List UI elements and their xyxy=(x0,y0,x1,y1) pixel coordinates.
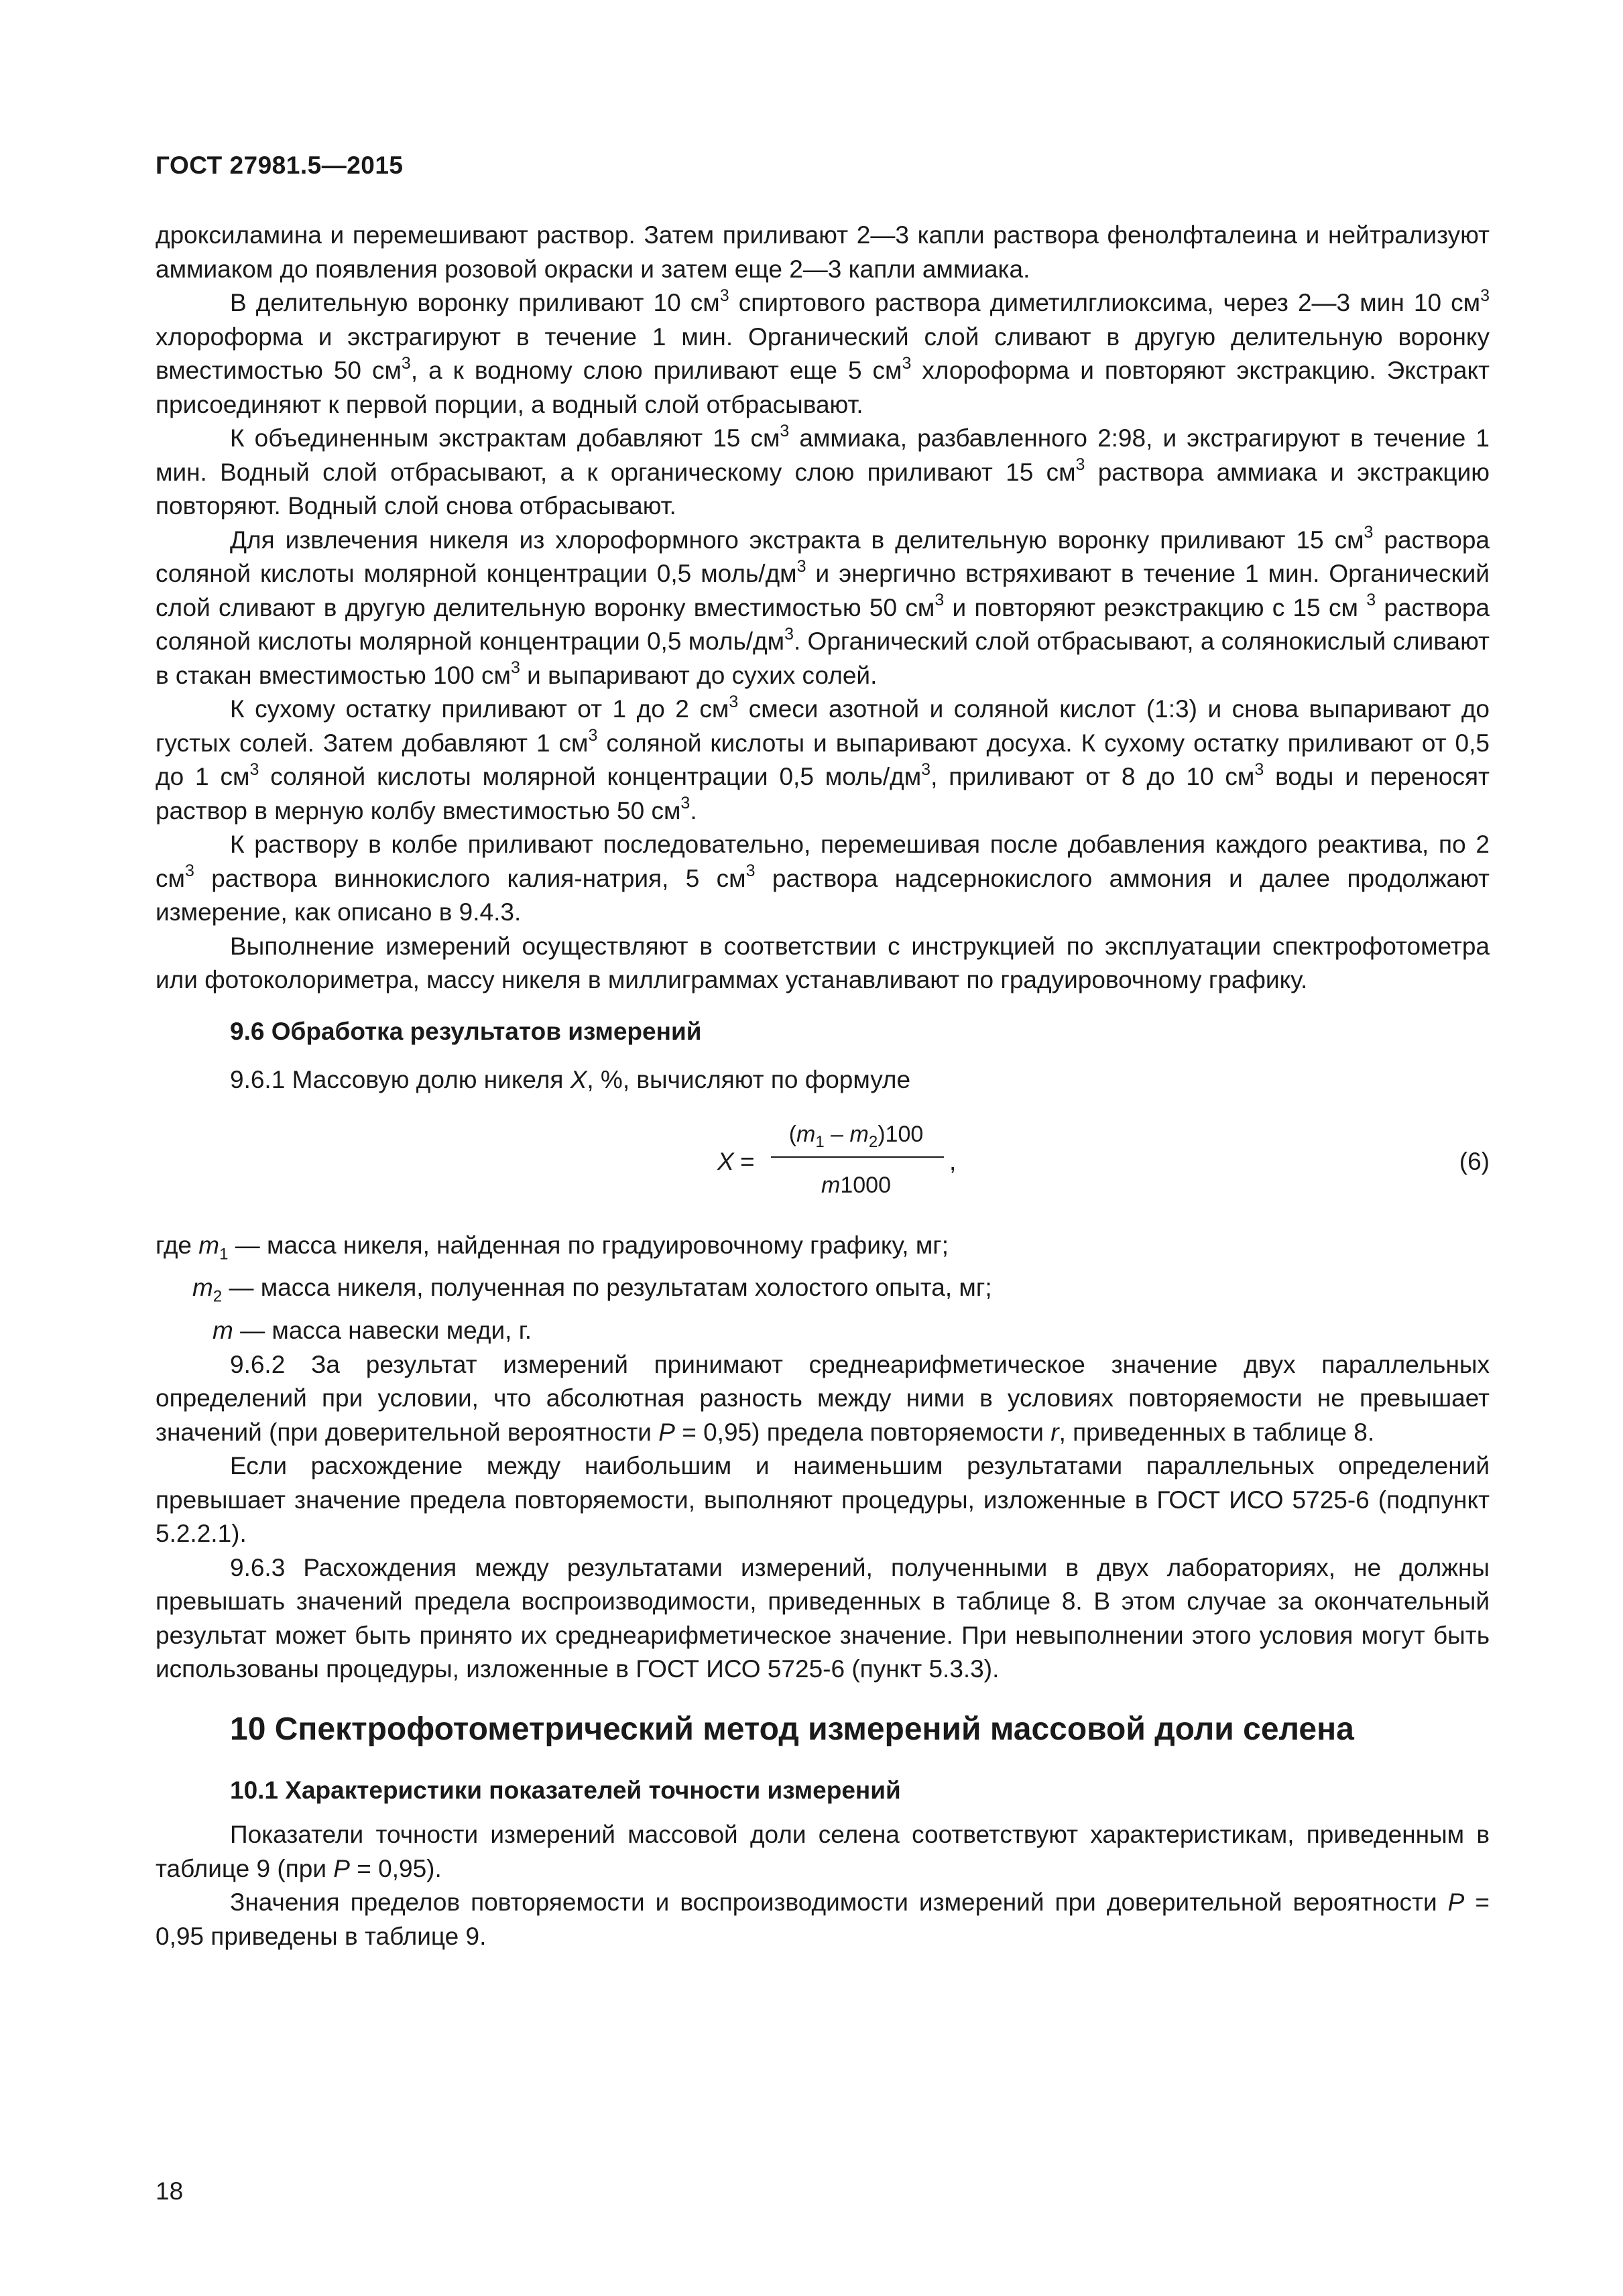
paragraph: Для извлечения никеля из хлороформного экстракта в делительную воронку приливают 15 $см^3$ раствора соляной кислоты молярной концентрации 0,5 моль/$дм^3$ и энергично встряхивают в течение 1 мин. Органический слой сливают в другую делительную воронку вместимостью 50 $см^3$ и повторяют реэкстракцию с 15 см $^3$ раствора соляной кислоты молярной концентрации 0,5 моль/$дм^3$. Органический слой отбрасывают, а солянокислый сливают в стакан вместимостью 100 $см^3$ и выпаривают до сухих солей. xyxy=(156,523,1490,689)
legend-line: где $m_1$ — масса никеля, найденная по градуировочному графику, мг; xyxy=(156,1231,949,1263)
paragraph: Значения пределов повторяемости и воспроизводимости измерений при доверительной вероятности P = 0,95 приведены в таблице 9. xyxy=(156,1888,1490,1950)
paragraph: К объединенным экстрактам добавляют 15 $см^3$ аммиака, разбавленного 2:98, и экстрагируют в течение 1 мин. Водный слой отбрасывают, а к органическому слою приливают 15 $см^3$ раствора аммиака и экстракцию повторяют. Водный слой снова отбрасывают. xyxy=(156,421,1490,520)
paragraph: дроксиламина и перемешивают раствор. Затем приливают 2—3 капли раствора фенолфталеина и нейтрализуют аммиаком до появления розовой окраски и затем еще 2—3 капли аммиака. xyxy=(156,221,1490,283)
formula-comma: , xyxy=(949,1147,957,1175)
fraction-bar xyxy=(771,1156,944,1158)
paragraph: 9.6.3 Расхождения между результатами измерений, полученными в двух лабораториях, не должны превышать значений предела воспроизводимости, приведенных в таблице 8. В этом случае за окончательный результат может быть принято их среднеарифметическое значение. При невыполнении этого условия могут быть использованы процедуры, изложенные в ГОСТ ИСО 5725-6 (пункт 5.3.3). xyxy=(156,1553,1490,1683)
legend-line: $m_2$ — масса никеля, полученная по результатам холостого опыта, мг; xyxy=(192,1274,992,1306)
legend-line: m — масса навески меди, г. xyxy=(213,1317,532,1345)
paragraph: Показатели точности измерений массовой доли селена соответствуют характеристикам, приведенным в таблице 9 (при P = 0,95). xyxy=(156,1821,1490,1882)
formula-number: (6) xyxy=(1459,1147,1490,1175)
document-header: ГОСТ 27981.5—2015 xyxy=(156,152,404,179)
section-heading: 10.1 Характеристики показателей точности измерений xyxy=(230,1776,901,1804)
paragraph: 9.6.2 За результат измерений принимают среднеарифметическое значение двух параллельных определений при условии, что абсолютная разность между ними в условиях повторяемости не превышает значений (при доверительной вероятности P = 0,95) предела повторяемости r, приведенных в таблице 8. xyxy=(156,1350,1490,1446)
paragraph: Если расхождение между наибольшим и наименьшим результатами параллельных определений превышает значение предела повторяемости, выполняют процедуры, изложенные в ГОСТ ИСО 5725-6 (подпункт 5.2.2.1). xyxy=(156,1452,1490,1548)
formula-lhs: X xyxy=(717,1147,734,1175)
page-number: 18 xyxy=(156,2177,184,2205)
paragraph: К раствору в колбе приливают последовательно, перемешивая после добавления каждого реактива, по 2 $см^3$ раствора виннокислого калия-натрия, 5 $см^3$ раствора надсернокислого аммония и далее продолжают измерение, как описано в 9.4.3. xyxy=(156,831,1490,926)
formula-numerator: $(m_1 - m_2)100$ xyxy=(788,1121,924,1151)
document-body xyxy=(156,219,1490,1953)
chapter-heading: 10 Спектрофотометрический метод измерений массовой доли селена xyxy=(230,1711,1354,1747)
formula-equals: = xyxy=(740,1147,755,1175)
formula xyxy=(156,1115,1490,1215)
paragraph: К сухому остатку приливают от 1 до 2 $см^3$ смеси азотной и соляной кислот (1:3) и снова выпаривают до густых солей. Затем добавляют 1 $см^3$ соляной кислоты и выпаривают досуха. К сухому остатку приливают от 0,5 до 1 $см^3$ соляной кислоты молярной концентрации 0,5 моль/$дм^3$, приливают от 8 до 10 $см^3$ воды и переносят раствор в мерную колбу вместимостью 50 $см^3$. xyxy=(156,692,1490,825)
paragraph: Выполнение измерений осуществляют в соответствии с инструкцией по эксплуатации спектрофотометра или фотоколориметра, массу никеля в миллиграммах устанавливают по градуировочному графику. xyxy=(156,932,1490,993)
formula-denominator: m1000 xyxy=(821,1172,891,1198)
paragraph: В делительную воронку приливают 10 $см^3$ спиртового раствора диметилглиоксима, через 2—3 мин 10 $см^3$ хлороформа и экстрагируют в течение 1 мин. Органический слой сливают в другую делительную воронку вместимостью 50 $см^3$, а к водному слою приливают еще 5 $см^3$ хлороформа и повторяют экстракцию. Экстракт присоединяют к первой порции, а водный слой отбрасывают. xyxy=(156,286,1490,418)
paragraph: 9.6.1 Массовую долю никеля X, %, вычисляют по формуле xyxy=(230,1066,911,1093)
section-heading: 9.6 Обработка результатов измерений xyxy=(230,1017,702,1045)
